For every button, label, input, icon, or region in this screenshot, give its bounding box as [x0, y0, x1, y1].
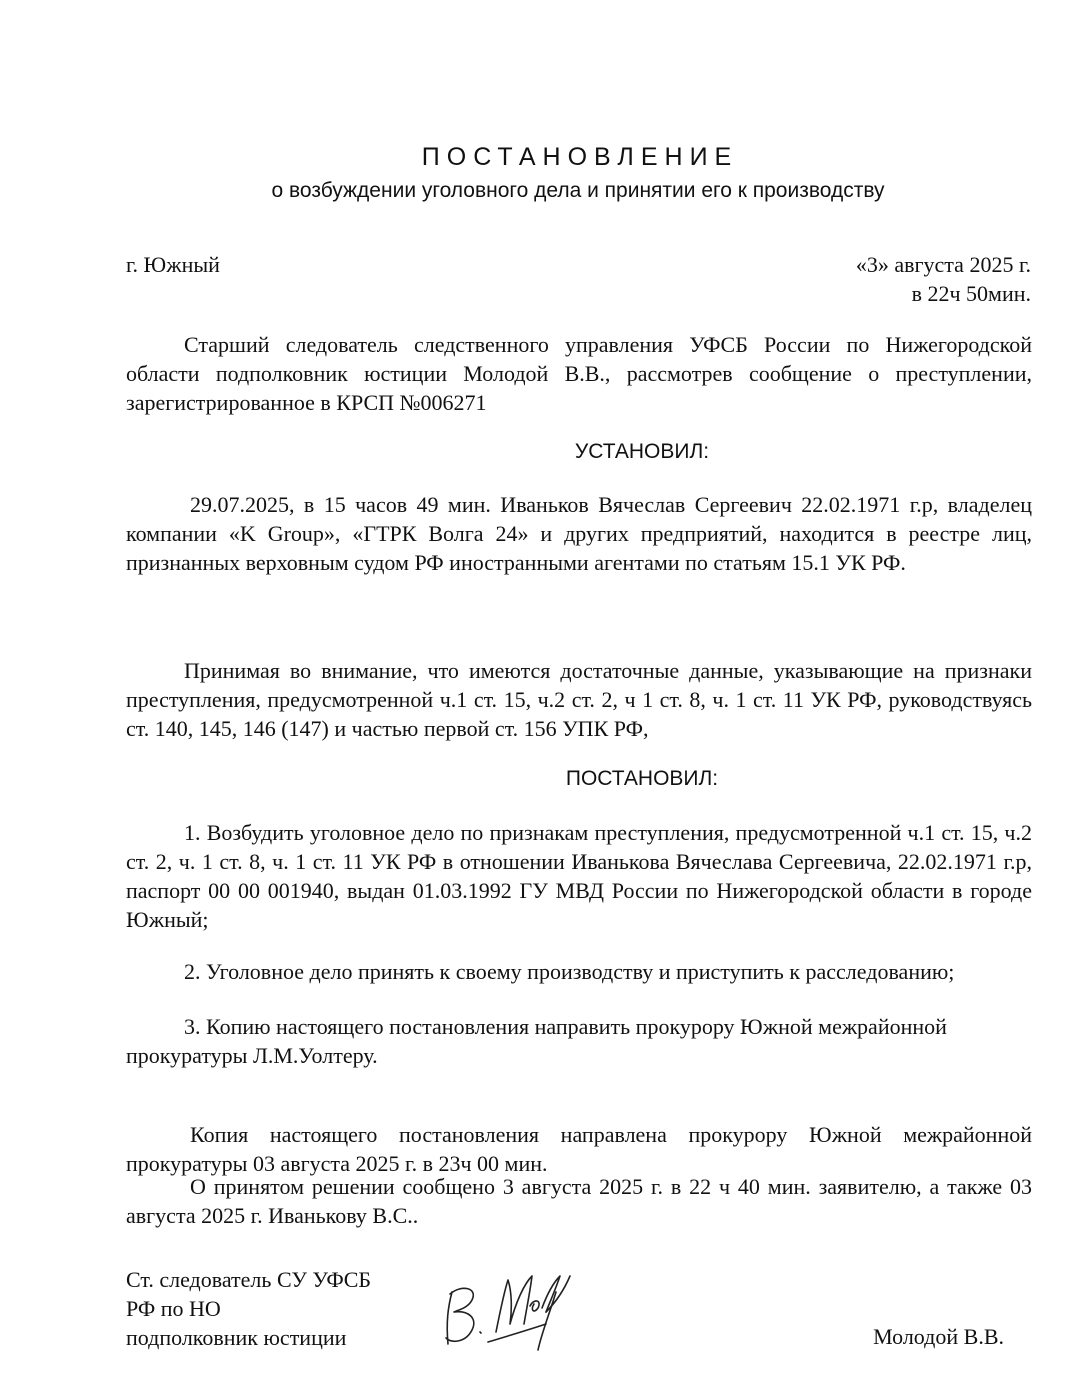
established-heading: УСТАНОВИЛ: — [574, 440, 710, 463]
established-paragraph: 29.07.2025, в 15 часов 49 мин. Иваньков Вячеслав Сергеевич 22.02.1971 г.р, владелец компании «K Group», «ГТРК Волга 24» и других предприятий, находится в реестре лиц, признанных верховным судом РФ иностранными агентами по статьям 15.1 УК РФ. — [126, 492, 1032, 575]
signatory-role-line3: подполковник юстиции — [126, 1325, 347, 1350]
document-time: в 22ч 50мин. — [911, 281, 1031, 306]
decision-item-3-line2: прокуратуры Л.М.Уолтеру. — [126, 1043, 378, 1068]
decision-item-3-line1: 3. Копию настоящего постановления направить прокурору Южной межрайонной — [184, 1014, 947, 1039]
considering-paragraph: Принимая во внимание, что имеются достаточные данные, указывающие на признаки преступления, предусмотренной ч.1 ст. 15, ч.2 ст. 2, ч 1 ст. 8, ч. 1 ст. 11 УК РФ, руководствуясь ст. 140, 145, 146 (147) и частью первой ст. 156 УПК РФ, — [126, 658, 1032, 741]
decision-item-3 — [126, 1012, 1032, 1070]
date-block — [856, 250, 1031, 308]
signatory-role-line2: РФ по НО — [126, 1296, 221, 1321]
copy-sent-paragraph: Копия настоящего постановления направлена прокурору Южной межрайонной прокуратуры 03 августа 2025 г. в 23ч 00 мин. — [126, 1122, 1032, 1176]
notified-paragraph: О принятом решении сообщено 3 августа 2025 г. в 22 ч 40 мин. заявителю, а также 03 августа 2025 г. Иванькову В.С.. — [126, 1174, 1032, 1228]
document-subtitle: о возбуждении уголовного дела и принятии его к производству — [271, 179, 885, 202]
signatory-role — [126, 1265, 406, 1352]
signatory-name: Молодой В.В. — [873, 1324, 1004, 1349]
intro-paragraph: Старший следователь следственного управления УФСБ России по Нижегородской области подполковник юстиции Молодой В.В., рассмотрев сообщение о преступлении, зарегистрированное в КРСП №006271 — [126, 332, 1032, 415]
decision-item-2: 2. Уголовное дело принять к своему производству и приступить к расследованию; — [184, 959, 955, 984]
document-title: ПОСТАНОВЛЕНИЕ — [421, 143, 739, 171]
signatory-role-line1: Ст. следователь СУ УФСБ — [126, 1267, 372, 1292]
document-date: «3» августа 2025 г. — [855, 252, 1031, 277]
decided-heading: ПОСТАНОВИЛ: — [565, 767, 719, 790]
city: г. Южный — [126, 252, 220, 277]
decision-item-1: 1. Возбудить уголовное дело по признакам преступления, предусмотренной ч.1 ст. 15, ч.2 ст. 2, ч. 1 ст. 8, ч. 1 ст. 11 УК РФ в отношении Иванькова Вячеслава Сергеевича, 22.02.1971 г.р, паспорт 00 00 001940, выдан 01.03.1992 ГУ МВД России по Нижегородской области в городе Южный; — [126, 820, 1032, 932]
signature-image — [438, 1262, 578, 1357]
